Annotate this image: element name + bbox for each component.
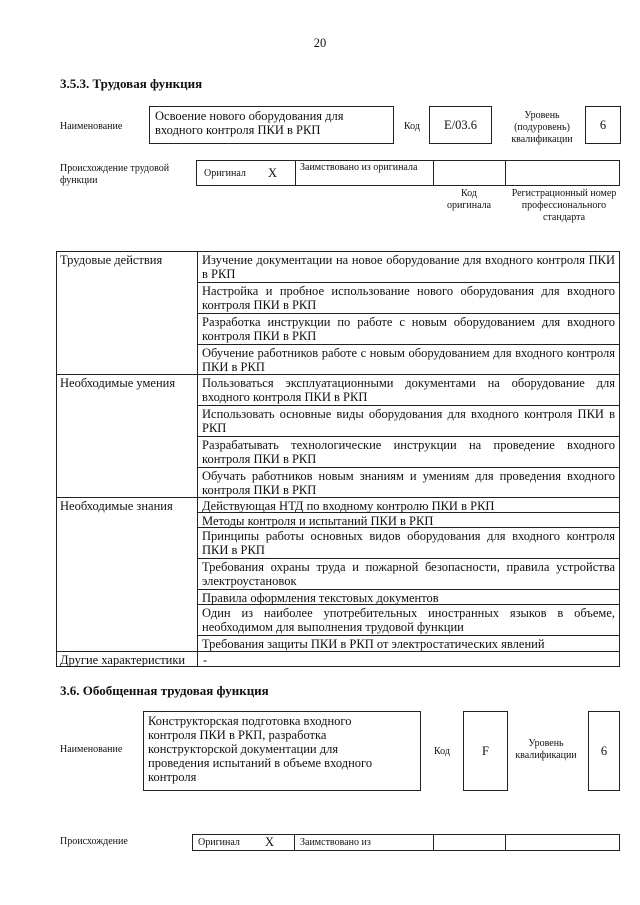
name-value-36: Конструкторская подготовка входного контроля ПКИ в РКП, разработка конструкторской документации для проведения испытаний в объеме входного контроля bbox=[148, 714, 373, 784]
knowledge-item: Требования охраны труда и пожарной безопасности, правила устройства электроустановок bbox=[202, 560, 615, 588]
name-box-36 bbox=[143, 711, 421, 791]
knowledge-item: Методы контроля и испытаний ПКИ в РКП bbox=[202, 514, 434, 528]
knowledge-item: Правила оформления текстовых документов bbox=[202, 591, 439, 605]
borrowed-label-36: Заимствовано из bbox=[300, 837, 371, 848]
code-box-36 bbox=[463, 711, 508, 791]
skills-label: Необходимые умения bbox=[60, 376, 176, 390]
name-value: Освоение нового оборудования для входного контроля ПКИ в РКП bbox=[155, 109, 344, 137]
skill-item: Использовать основные виды оборудования для входного контроля ПКИ в РКП bbox=[202, 407, 615, 435]
original-label: Оригинал bbox=[204, 168, 246, 179]
skill-item: Пользоваться эксплуатационными документами на оборудование для входного контроля ПКИ в РКП bbox=[202, 376, 615, 404]
labor-action-item: Разработка инструкции по работе с новым оборудованием для входного контроля ПКИ в РКП bbox=[202, 315, 615, 343]
name-label: Наименование bbox=[60, 121, 123, 132]
level-label: Уровень (подуровень) квалификации bbox=[511, 110, 573, 145]
level-label-36: Уровень квалификации bbox=[515, 738, 577, 761]
code-box bbox=[429, 106, 492, 144]
origin-box-36 bbox=[192, 834, 620, 851]
level-box-36 bbox=[588, 711, 620, 791]
page-number: 20 bbox=[313, 36, 327, 50]
origin-label: Происхождение трудовой функции bbox=[60, 163, 170, 186]
knowledge-item: Один из наиболее употребительных иностранных языков в объеме, необходимом для выполнения трудовой функции bbox=[202, 606, 615, 634]
origin-label-36: Происхождение bbox=[60, 836, 128, 847]
knowledge-item: Требования защиты ПКИ в РКП от электростатических явлений bbox=[202, 637, 545, 651]
section-36-heading: 3.6. Обобщенная трудовая функция bbox=[60, 683, 269, 698]
skill-item: Разрабатывать технологические инструкции на проведение входного контроля ПКИ в РКП bbox=[202, 438, 615, 466]
original-label-36: Оригинал bbox=[198, 837, 240, 848]
level-value-36: 6 bbox=[600, 744, 608, 758]
labor-action-item: Изучение документации на новое оборудование для входного контроля ПКИ в РКП bbox=[202, 253, 615, 281]
original-mark: X bbox=[268, 166, 278, 180]
knowledge-label: Необходимые знания bbox=[60, 499, 173, 513]
code-label-36: Код bbox=[434, 746, 450, 757]
section-353-heading: 3.5.3. Трудовая функция bbox=[60, 76, 203, 91]
other-label: Другие характеристики bbox=[60, 653, 186, 667]
skill-item: Обучать работников новым знаниям и умениям для проведения входного контроля ПКИ в РКП bbox=[202, 469, 615, 497]
code-value: E/03.6 bbox=[444, 118, 477, 132]
labor-action-item: Настройка и пробное использование нового оборудования для входного контроля ПКИ в РКП bbox=[202, 284, 615, 312]
borrowed-label: Заимствовано из оригинала bbox=[300, 162, 418, 173]
level-value: 6 bbox=[599, 118, 607, 132]
code-original-caption: Код оригинала bbox=[446, 188, 492, 211]
labor-actions-label: Трудовые действия bbox=[60, 253, 163, 267]
knowledge-item: Действующая НТД по входному контролю ПКИ в РКП bbox=[202, 499, 495, 513]
name-label-36: Наименование bbox=[60, 744, 123, 755]
code-value-36: F bbox=[482, 744, 489, 758]
code-label: Код bbox=[404, 121, 420, 132]
original-mark-36: X bbox=[265, 835, 275, 849]
name-box bbox=[149, 106, 394, 144]
other-value: - bbox=[203, 653, 208, 667]
reg-number-caption: Регистрационный номер профессионального стандарта bbox=[511, 188, 617, 223]
labor-action-item: Обучение работников работе с новым оборудованием для входного контроля ПКИ в РКП bbox=[202, 346, 615, 374]
knowledge-item: Принципы работы основных видов оборудования для входного контроля ПКИ в РКП bbox=[202, 529, 615, 557]
level-box bbox=[585, 106, 621, 144]
